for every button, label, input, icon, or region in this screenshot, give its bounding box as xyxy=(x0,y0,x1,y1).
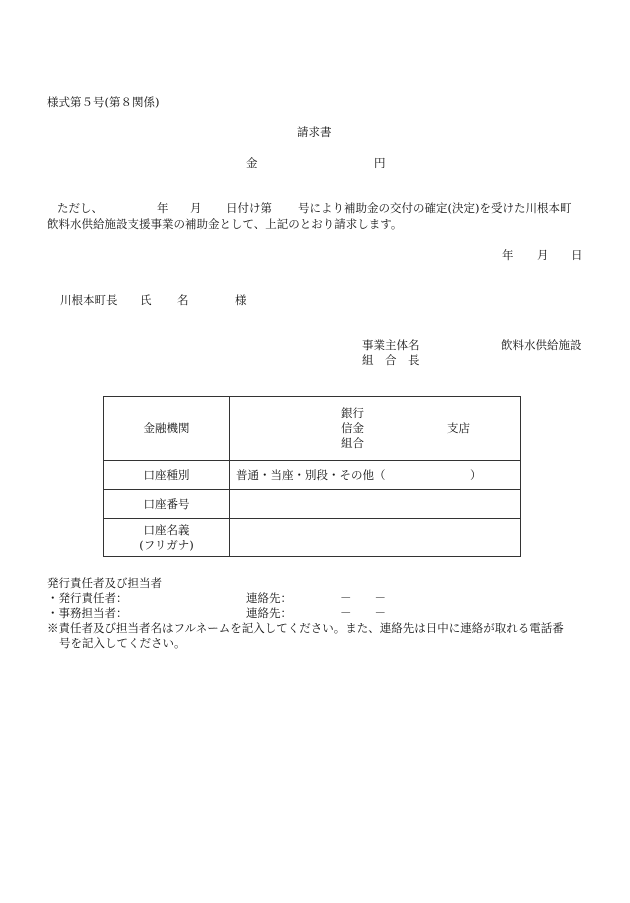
table-row xyxy=(104,461,521,490)
body-year: 年 xyxy=(157,201,169,215)
bank-option-bank: 銀行 xyxy=(341,406,364,420)
form-number: 様式第５号(第８関係) xyxy=(47,95,160,109)
table-row xyxy=(104,519,521,557)
note-line2: 号を記入してください。 xyxy=(59,636,186,650)
date-day: 日 xyxy=(571,248,583,262)
account-type-close: ） xyxy=(470,468,482,482)
amount-suffix: 円 xyxy=(374,156,386,170)
addressee-shi: 氏 xyxy=(140,293,152,307)
account-type-label: 口座種別 xyxy=(104,461,230,490)
amount-prefix: 金 xyxy=(246,156,258,170)
applicant-label: 事業主体名 xyxy=(362,338,420,352)
account-holder-label-kana: (フリガナ) xyxy=(139,537,194,552)
staff-phone-dashes: － － xyxy=(340,606,386,620)
bank-institution-label: 金融機関 xyxy=(104,397,230,461)
body-lead: ただし、 xyxy=(57,201,103,215)
bank-option-shinkin: 信金 xyxy=(341,421,364,435)
account-number-label: 口座番号 xyxy=(104,490,230,519)
applicant-chair-label: 組 合 長 xyxy=(362,353,420,367)
staff-label: ・事務担当者： xyxy=(47,606,128,620)
account-type-cell[interactable] xyxy=(230,461,521,490)
account-holder-cell[interactable] xyxy=(230,519,521,557)
body-rest: 号により補助金の交付の確定(決定)を受けた川根本町 xyxy=(298,201,572,215)
page-title: 請求書 xyxy=(297,125,332,139)
date-year: 年 xyxy=(502,248,514,262)
account-holder-label-main: 口座名義 xyxy=(143,522,190,537)
addressee-mei: 名 xyxy=(177,293,189,307)
bank-table xyxy=(103,396,521,557)
addressee-office: 川根本町長 xyxy=(60,293,118,307)
body-line2: 飲料水供給施設支援事業の補助金として、上記のとおり請求します。 xyxy=(47,217,403,231)
addressee-sama: 様 xyxy=(235,293,247,307)
body-month: 月 xyxy=(190,201,202,215)
date-month: 月 xyxy=(537,248,549,262)
bank-option-kumiai: 組合 xyxy=(341,436,364,450)
applicant-org: 飲料水供給施設 xyxy=(501,338,582,352)
body-date-prefix: 日付け第 xyxy=(226,201,272,215)
note-line1: ※責任者及び担当者名はフルネームを記入してください。また、連絡先は日中に連絡が取れる電話番 xyxy=(47,621,564,635)
bank-institution-cell[interactable] xyxy=(230,397,521,461)
table-row xyxy=(104,490,521,519)
staff-contact-label: 連絡先： xyxy=(246,606,292,620)
issuer-label: ・発行責任者： xyxy=(47,591,128,605)
account-number-cell[interactable] xyxy=(230,490,521,519)
contacts-heading: 発行責任者及び担当者 xyxy=(47,576,162,590)
account-type-options: 普通・当座・別段・その他（ xyxy=(236,468,386,482)
table-row xyxy=(104,397,521,461)
issuer-contact-label: 連絡先： xyxy=(246,591,292,605)
account-holder-label xyxy=(104,519,230,557)
issuer-phone-dashes: － － xyxy=(340,591,386,605)
bank-branch-label: 支店 xyxy=(447,421,470,435)
